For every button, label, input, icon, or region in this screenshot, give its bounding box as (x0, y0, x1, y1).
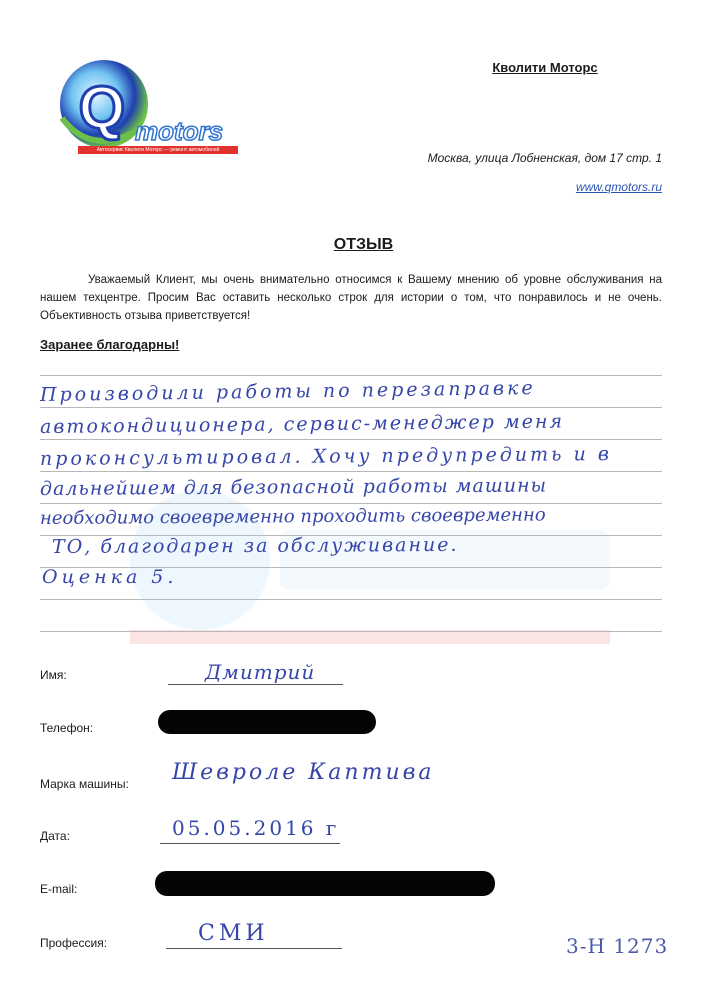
email-label: E-mail: (40, 882, 78, 896)
car-value: Шевроле Каптива (172, 760, 435, 785)
form-title: ОТЗЫВ (333, 236, 394, 253)
review-rule-line (40, 375, 662, 376)
profession-value: СМИ (198, 921, 269, 946)
car-label: Марка машины: (40, 777, 129, 791)
review-line: Производили работы по перезаправке (39, 377, 536, 406)
date-label: Дата: (40, 829, 70, 843)
date-line (160, 843, 340, 844)
review-rule-line (40, 631, 662, 632)
name-value: Дмитрий (205, 660, 316, 684)
company-website-link[interactable]: www.qmotors.ru (575, 180, 662, 194)
review-rule-line (40, 439, 662, 440)
review-rule-line (40, 471, 662, 472)
company-name: Кволити Моторс (492, 60, 598, 75)
review-line: ТО, благодарен за обслуживание. (51, 533, 459, 558)
form-thanks: Заранее благодарны! (40, 337, 180, 352)
logo-letter: Q (78, 74, 126, 141)
annotation-number: 3-Н 1273 (566, 934, 669, 958)
name-line (168, 684, 343, 685)
review-line: автокондиционера, сервис-менеджер меня (39, 410, 565, 438)
review-rule-line (40, 407, 662, 408)
form-intro: Уважаемый Клиент, мы очень внимательно относимся к Вашему мнению об уровне обслуживания на нашем техцентре. Просим Вас оставить несколько строк для истории о том, что понравилось и не очень. Объективность отзыва приветствуется! (40, 274, 662, 322)
company-address: Москва, улица Лобненская, дом 17 стр. 1 (427, 151, 662, 165)
review-line: проконсультировал. Хочу предупредить и в (39, 443, 612, 470)
date-value: 05.05.2016 г (172, 816, 340, 840)
logo-tagline: Автосервис Кволити Моторс — ремонт автомобилей (78, 146, 238, 154)
name-label: Имя: (40, 668, 67, 682)
profession-label: Профессия: (40, 936, 108, 950)
review-line: дальнейшем для безопасной работы машины (39, 474, 548, 500)
logo-wordmark: motors (135, 116, 224, 146)
phone-label: Телефон: (40, 721, 94, 735)
review-rule-line (40, 599, 662, 600)
phone-redaction (158, 710, 376, 734)
email-redaction (155, 871, 495, 896)
profession-line (166, 948, 342, 949)
review-line: необходимо своевременно проходить своевременно (39, 504, 546, 529)
review-line: Оценка 5. (42, 566, 178, 588)
review-rule-line (40, 503, 662, 504)
